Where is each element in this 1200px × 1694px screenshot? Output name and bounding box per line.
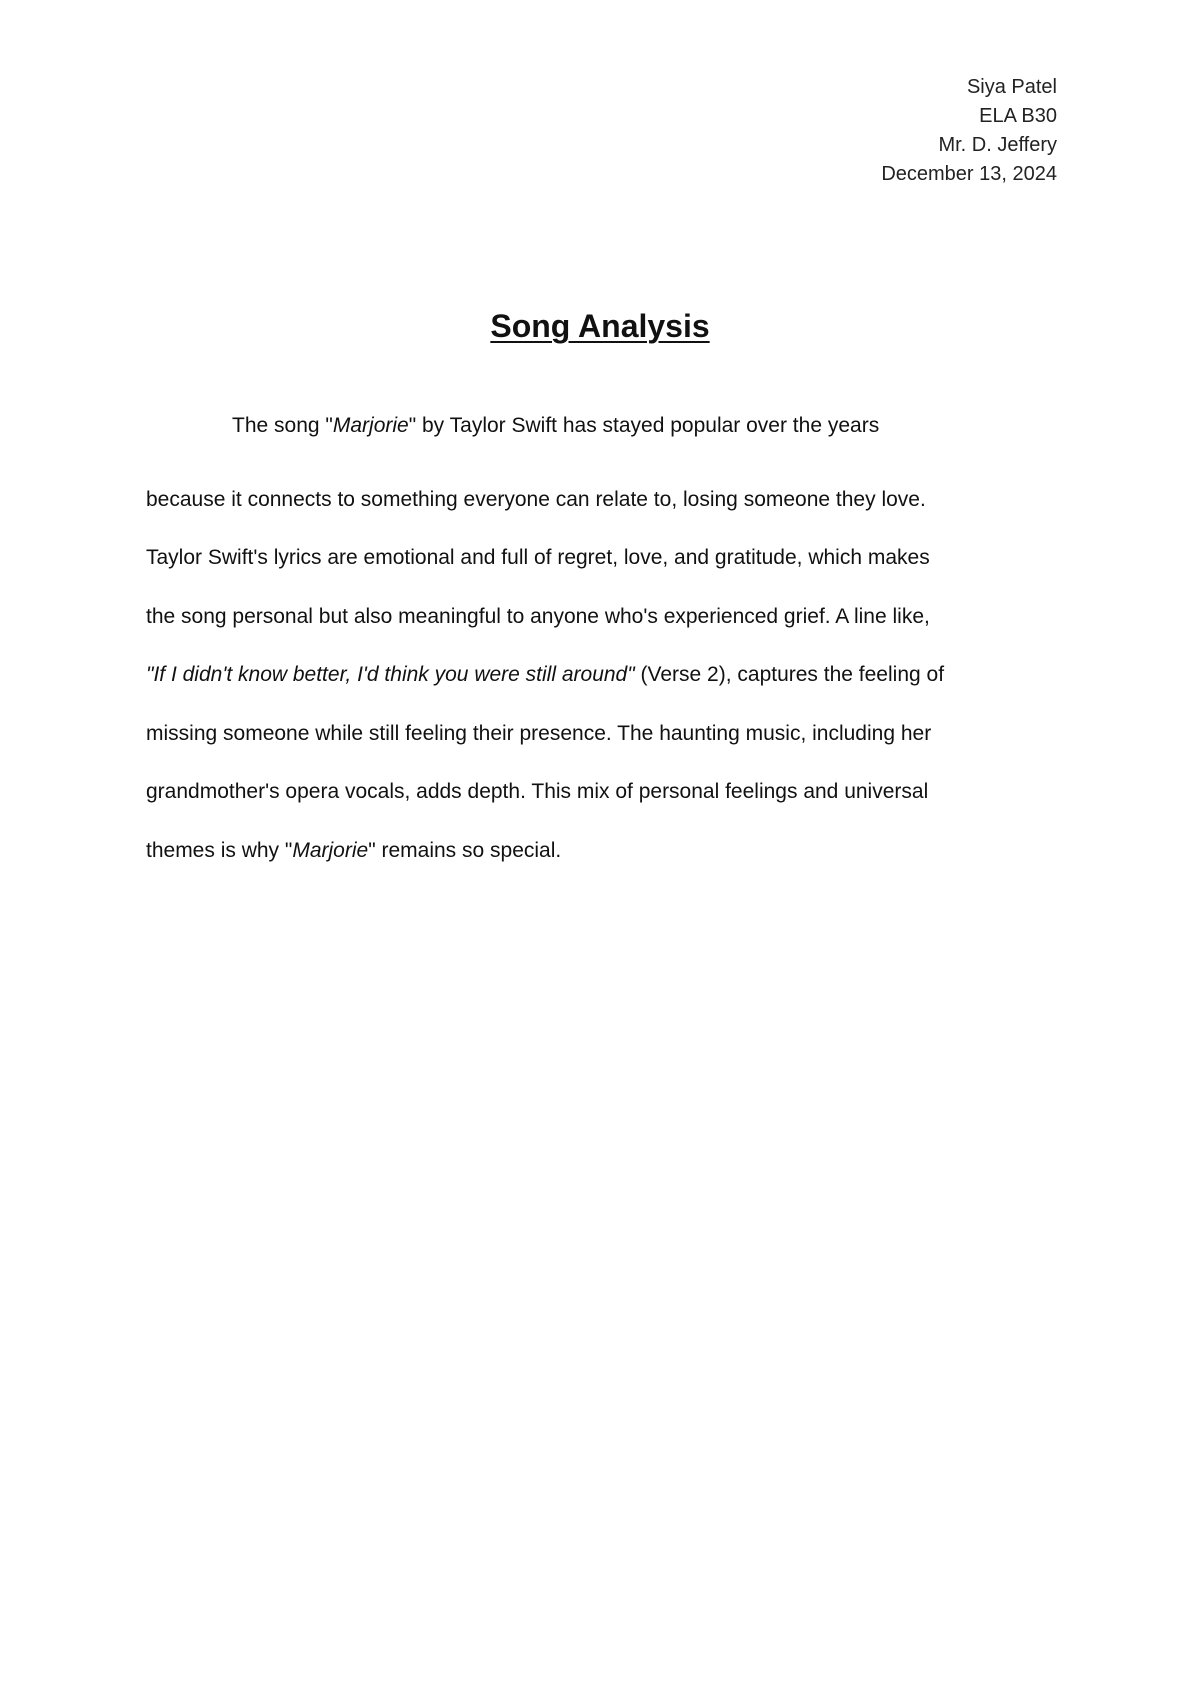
- student-name: Siya Patel: [966, 76, 1057, 98]
- lyric-quote-italic: "If I didn't know better, I'd think you were still around": [146, 663, 635, 686]
- text-run: " by Taylor Swift has stayed popular over the years: [408, 414, 880, 437]
- paragraph-line-5: [146, 646, 1066, 705]
- text-run: (Verse 2), captures the feeling of: [634, 663, 945, 686]
- text-run: The song ": [232, 414, 333, 437]
- teacher-name: Mr. D. Jeffery: [938, 134, 1057, 156]
- song-title-italic: Marjorie: [332, 414, 409, 437]
- paragraph-line-8: [146, 822, 1066, 881]
- document-title: Song Analysis: [490, 308, 710, 344]
- paragraph-line-3: Taylor Swift's lyrics are emotional and full of regret, love, and gratitude, which makes: [146, 546, 930, 569]
- song-title-italic: Marjorie: [292, 838, 369, 862]
- paragraph-line-7: grandmother's opera vocals, adds depth. This mix of personal feelings and universal: [146, 780, 929, 803]
- paragraph-line-4: the song personal but also meaningful to anyone who's experienced grief. A line like,: [146, 604, 930, 628]
- paragraph-line-1: [146, 397, 1066, 456]
- submission-date: December 13, 2024: [881, 163, 1057, 185]
- paragraph-line-6: missing someone while still feeling their presence. The haunting music, including her: [146, 721, 932, 745]
- text-run: " remains so special.: [368, 838, 562, 862]
- paragraph-line-2: because it connects to something everyone can relate to, losing someone they love.: [146, 487, 926, 511]
- student-header: [881, 73, 1057, 189]
- text-run: themes is why ": [146, 838, 293, 862]
- essay-paragraph: [146, 397, 1066, 880]
- course-name: ELA B30: [979, 105, 1057, 127]
